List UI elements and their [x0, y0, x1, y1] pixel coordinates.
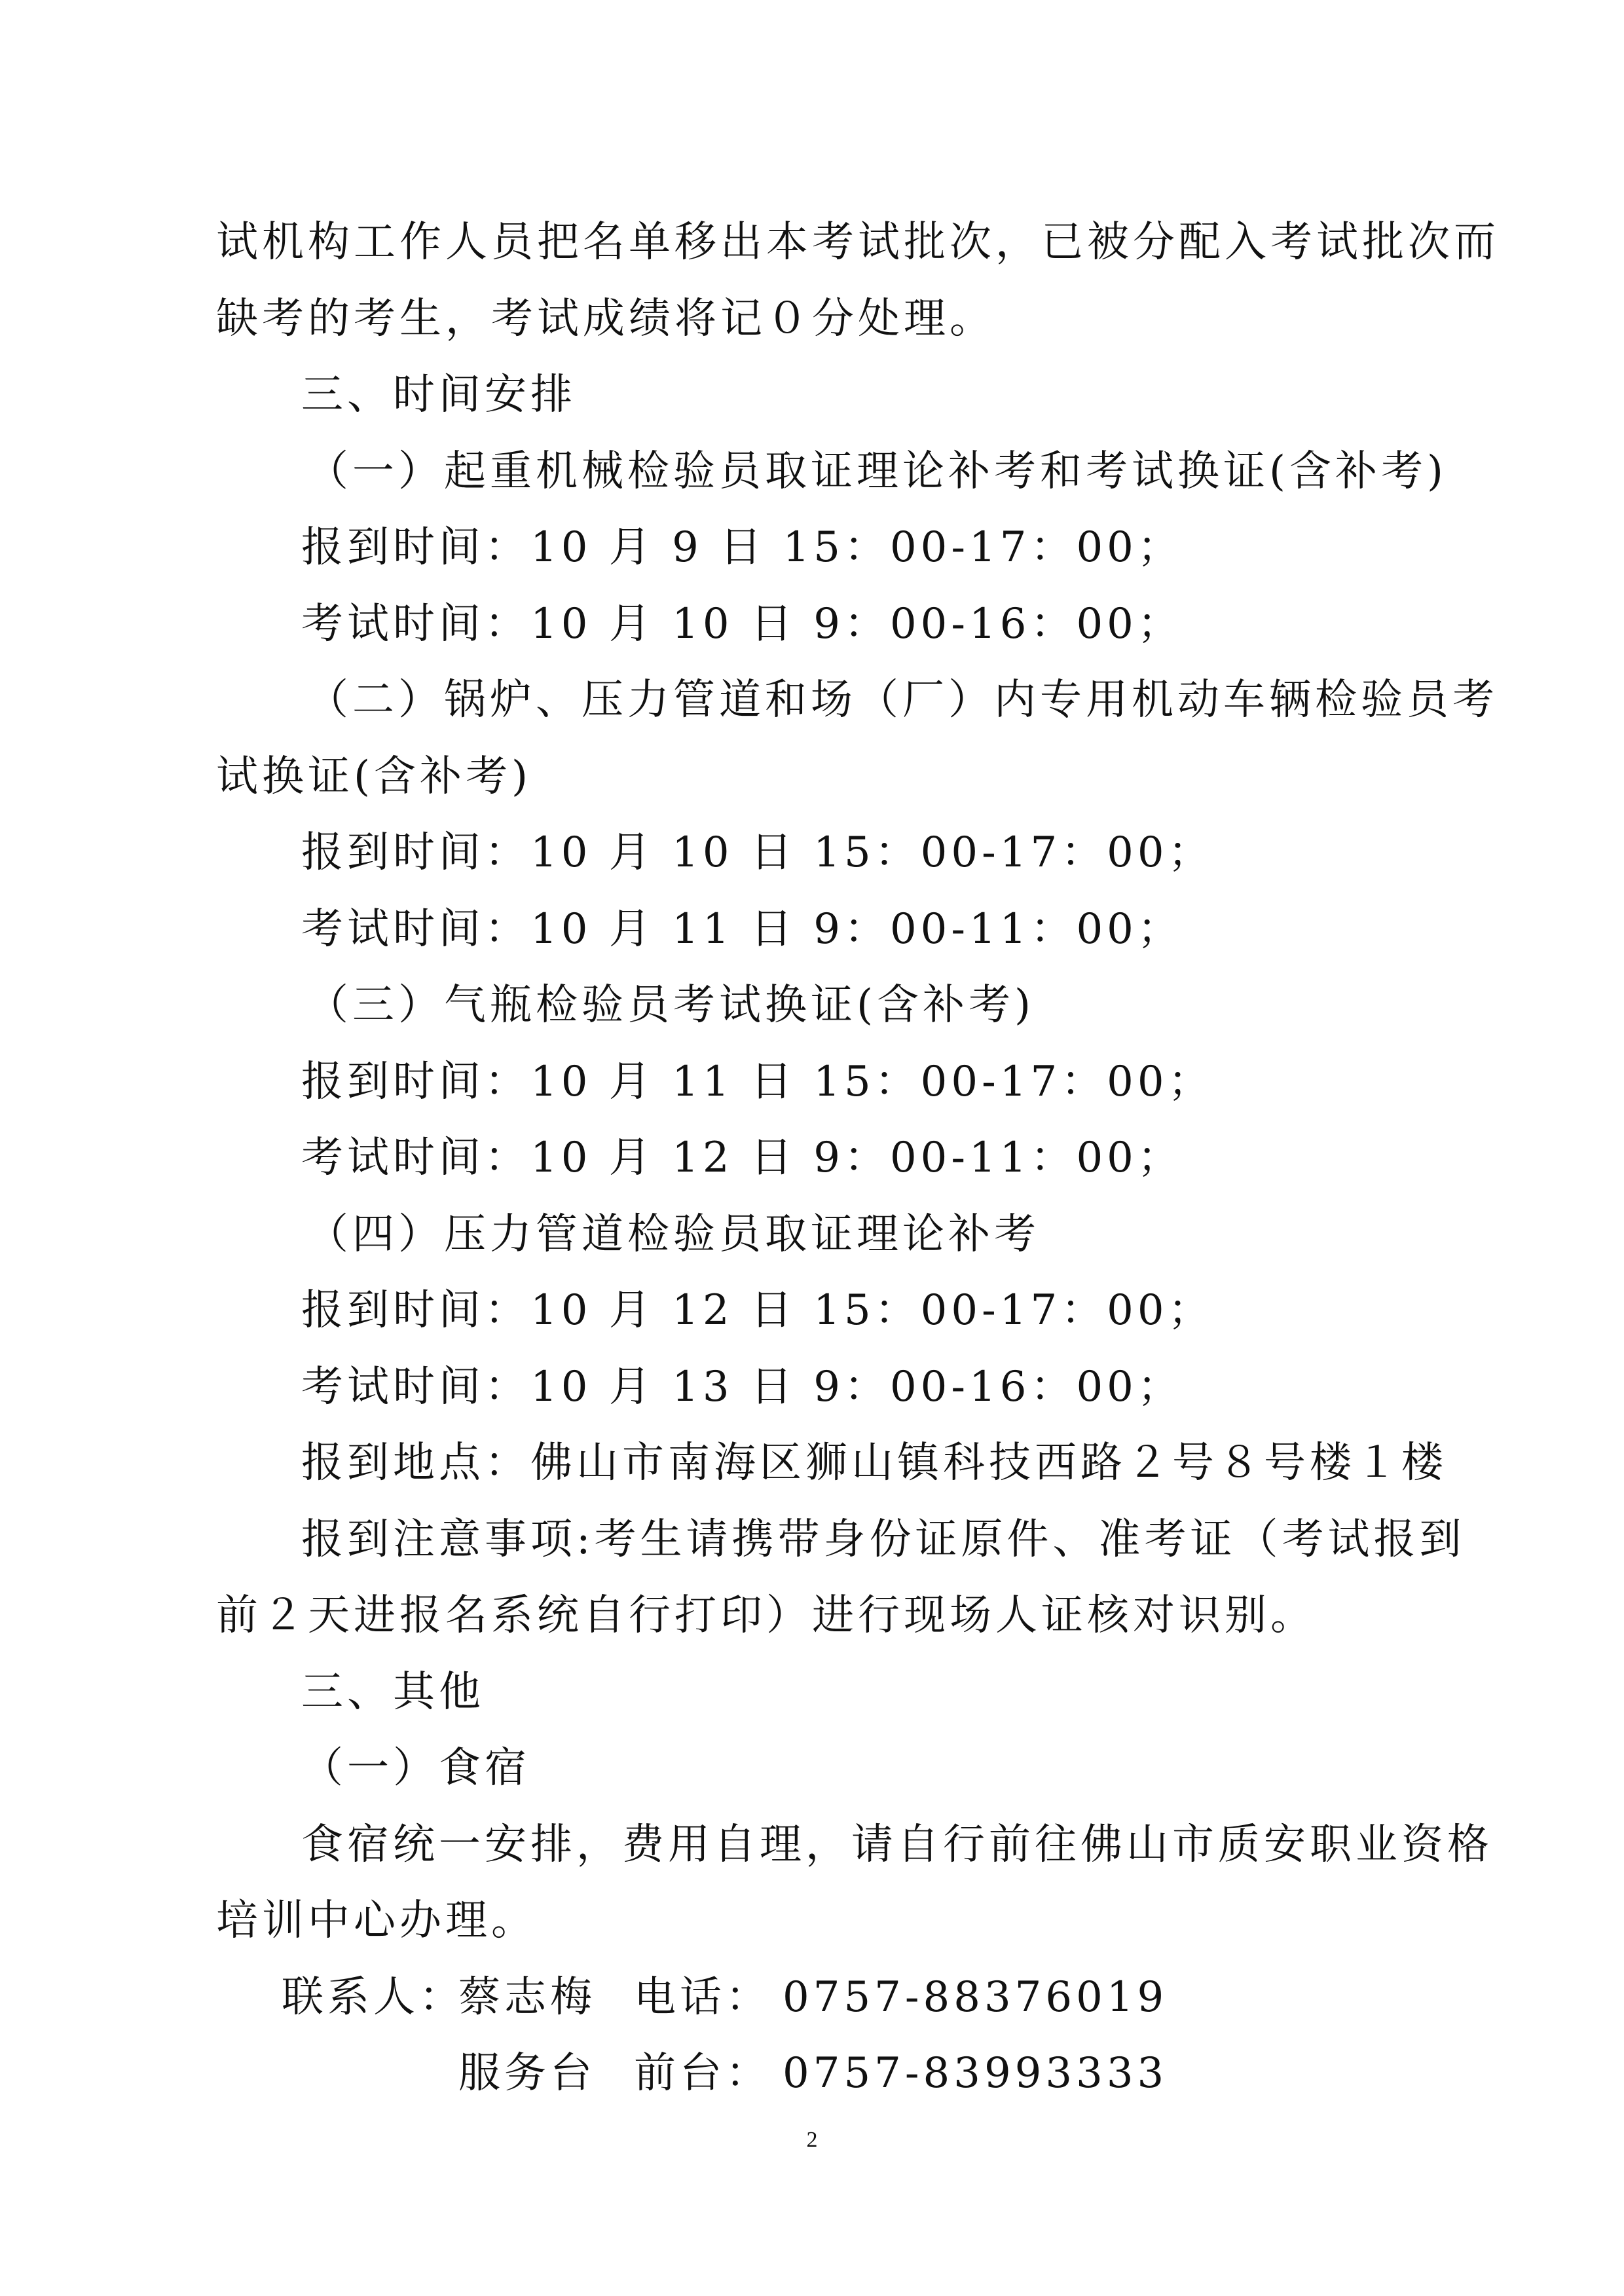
section-heading-schedule: 三、时间安排: [301, 371, 576, 419]
paragraph-line: 培训中心办理。: [216, 1897, 537, 1945]
subsection-title-cont: 试换证(含补考): [216, 752, 532, 801]
subsection-title: （三）气瓶检验员考试换证(含补考): [306, 981, 1035, 1029]
subsection-title: （一）食宿: [301, 1744, 530, 1792]
report-location: 报到地点：佛山市南海区狮山镇科技西路２号８号楼１楼: [301, 1439, 1447, 1487]
exam-time: 考试时间：10 月 11 日 9：00-11：00；: [301, 905, 1183, 954]
exam-time: 考试时间：10 月 10 日 9：00-16：00；: [301, 600, 1183, 648]
paragraph-line: 缺考的考生，考试成绩将记０分处理。: [216, 295, 995, 343]
contact-person: 蔡志梅: [458, 1973, 596, 2022]
paragraph-line: 食宿统一安排，费用自理，请自行前往佛山市质安职业资格: [301, 1821, 1493, 1869]
contact-label: 联系人：: [282, 1973, 465, 2022]
front-desk-label: 前台：: [634, 2049, 771, 2098]
phone-label: 电话：: [634, 1973, 771, 2022]
paragraph-line: 试机构工作人员把名单移出本考试批次，已被分配入考试批次而: [216, 218, 1500, 267]
report-time: 报到时间：10 月 9 日 15：00-17：00；: [301, 523, 1183, 572]
section-heading-other: 三、其他: [301, 1668, 485, 1716]
subsection-title: （四）压力管道检验员取证理论补考: [306, 1210, 1040, 1259]
page-number: 2: [806, 2128, 818, 2152]
report-time: 报到时间：10 月 10 日 15：00-17：00；: [301, 828, 1214, 877]
report-notice-cont: 前２天进报名系统自行打印）进行现场人证核对识别。: [216, 1591, 1316, 1640]
subsection-title: （一）起重机械检验员取证理论补考和考试换证(含补考): [306, 447, 1447, 496]
front-desk-phone: 0757-83993333: [783, 2049, 1168, 2098]
report-time: 报到时间：10 月 11 日 15：00-17：00；: [301, 1058, 1214, 1106]
exam-time: 考试时间：10 月 12 日 9：00-11：00；: [301, 1134, 1183, 1182]
phone-number: 0757-88376019: [783, 1973, 1168, 2022]
report-time: 报到时间：10 月 12 日 15：00-17：00；: [301, 1286, 1214, 1335]
service-desk-label: 服务台: [458, 2049, 596, 2098]
report-notice: 报到注意事项:考生请携带身份证原件、准考证（考试报到: [301, 1515, 1466, 1564]
exam-time: 考试时间：10 月 13 日 9：00-16：00；: [301, 1363, 1183, 1411]
subsection-title: （二）锅炉、压力管道和场（厂）内专用机动车辆检验员考: [306, 676, 1498, 724]
